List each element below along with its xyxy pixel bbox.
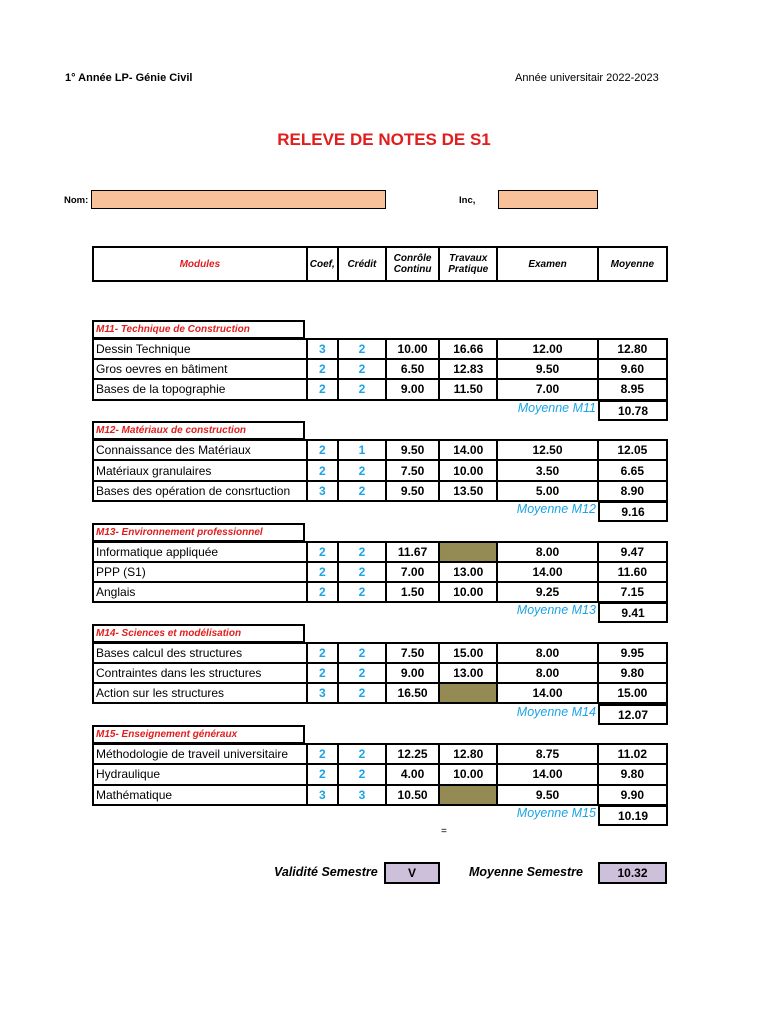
coef-cell: 2 [307,359,338,379]
module-average-label: Moyenne M13 [516,603,596,618]
coef-cell: 2 [307,744,338,764]
moyenne-cell: 11.60 [598,562,667,582]
moyenne-semestre-value: 10.32 [598,862,667,884]
moyenne-cell: 12.80 [598,339,667,359]
course-name: Contraintes dans les structures [93,663,307,683]
credit-cell: 2 [338,460,386,480]
course-row [93,663,667,683]
credit-cell: 2 [338,359,386,379]
course-row [93,542,667,562]
tp-cell: 16.66 [439,339,497,359]
module-average-label: Moyenne M12 [516,501,596,516]
tp-cell: 14.00 [439,440,497,460]
tp-cell: 12.83 [439,359,497,379]
course-row [93,582,667,602]
inc-label: Inc, [459,195,476,206]
course-name: Informatique appliquée [93,542,307,562]
moyenne-cell: 8.90 [598,481,667,501]
course-row [93,785,667,805]
course-name: Bases calcul des structures [93,643,307,663]
moyenne-cell: 9.95 [598,643,667,663]
program-label: 1° Année LP- Génie Civil [65,72,193,84]
coef-cell: 2 [307,379,338,399]
module-average-label: Moyenne M11 [517,400,596,415]
tp-cell: 12.80 [439,744,497,764]
cc-cell: 12.25 [386,744,439,764]
credit-cell: 1 [338,440,386,460]
module-table [92,743,668,806]
coef-cell: 3 [307,683,338,703]
moyenne-cell: 9.80 [598,764,667,784]
moyenne-cell: 6.65 [598,460,667,480]
coef-cell: 2 [307,764,338,784]
col-travaux-pratique: Travaux Pratique [439,247,497,281]
coef-cell: 2 [307,562,338,582]
exam-cell: 14.00 [497,683,597,703]
exam-cell: 14.00 [497,562,597,582]
cc-cell: 9.00 [386,663,439,683]
course-name: Bases de la topographie [93,379,307,399]
course-name: Gros oevres en bâtiment [93,359,307,379]
module-title: M15- Enseignement généraux [92,725,305,744]
course-row [93,683,667,703]
course-row [93,379,667,399]
course-name: Matériaux granulaires [93,460,307,480]
tp-cell: 13.50 [439,481,497,501]
exam-cell: 7.00 [497,379,597,399]
course-row [93,562,667,582]
exam-cell: 12.50 [497,440,597,460]
cc-cell: 10.00 [386,339,439,359]
exam-cell: 12.00 [497,339,597,359]
inc-field[interactable] [498,190,598,209]
moyenne-cell: 9.47 [598,542,667,562]
coef-cell: 2 [307,582,338,602]
cc-cell: 6.50 [386,359,439,379]
cc-cell: 4.00 [386,764,439,784]
course-row [93,643,667,663]
coef-cell: 2 [307,440,338,460]
coef-cell: 3 [307,481,338,501]
module-average-value: 10.19 [598,805,668,826]
coef-cell: 2 [307,460,338,480]
exam-cell: 5.00 [497,481,597,501]
course-row [93,764,667,784]
cc-cell: 1.50 [386,582,439,602]
module-table [92,338,668,401]
credit-cell: 2 [338,643,386,663]
coef-cell: 3 [307,785,338,805]
module-average-value: 10.78 [598,400,668,421]
credit-cell: 2 [338,562,386,582]
column-header [92,246,668,282]
moyenne-semestre-label: Moyenne Semestre [469,865,583,879]
course-name: Connaissance des Matériaux [93,440,307,460]
module-title: M13- Environnement professionnel [92,523,305,542]
cc-cell: 9.00 [386,379,439,399]
credit-cell: 2 [338,764,386,784]
tp-cell: 10.00 [439,764,497,784]
cc-cell: 16.50 [386,683,439,703]
cc-cell: 11.67 [386,542,439,562]
cc-cell: 7.50 [386,643,439,663]
coef-cell: 2 [307,663,338,683]
exam-cell: 3.50 [497,460,597,480]
course-row [93,460,667,480]
module-title: M11- Technique de Construction [92,320,305,339]
cc-cell: 9.50 [386,440,439,460]
course-row [93,440,667,460]
module-title: M12- Matériaux de construction [92,421,305,440]
moyenne-cell: 15.00 [598,683,667,703]
moyenne-cell: 9.90 [598,785,667,805]
course-name: PPP (S1) [93,562,307,582]
exam-cell: 8.00 [497,643,597,663]
credit-cell: 2 [338,379,386,399]
module-average-value: 9.16 [598,501,668,522]
module-average-label: Moyenne M14 [516,704,596,719]
tp-cell: 11.50 [439,379,497,399]
cc-cell: 7.00 [386,562,439,582]
credit-cell: 2 [338,663,386,683]
nom-field[interactable] [91,190,386,209]
moyenne-cell: 9.60 [598,359,667,379]
exam-cell: 8.00 [497,663,597,683]
module-table [92,541,668,604]
col-moyenne: Moyenne [598,247,667,281]
cc-cell: 7.50 [386,460,439,480]
tp-cell: 13.00 [439,663,497,683]
course-row [93,744,667,764]
course-name: Dessin Technique [93,339,307,359]
moyenne-cell: 12.05 [598,440,667,460]
course-row [93,339,667,359]
credit-cell: 2 [338,582,386,602]
tp-cell: 10.00 [439,460,497,480]
moyenne-cell: 11.02 [598,744,667,764]
tp-cell [439,683,497,703]
course-name: Anglais [93,582,307,602]
tp-cell: 13.00 [439,562,497,582]
academic-year-label: Année universitair 2022-2023 [515,72,659,84]
coef-cell: 3 [307,339,338,359]
credit-cell: 2 [338,683,386,703]
col-coef: Coef, [307,247,338,281]
credit-cell: 2 [338,481,386,501]
nom-label: Nom: [64,195,89,206]
course-row [93,481,667,501]
cc-cell: 9.50 [386,481,439,501]
cc-cell: 10.50 [386,785,439,805]
module-table [92,439,668,502]
credit-cell: 3 [338,785,386,805]
exam-cell: 9.25 [497,582,597,602]
moyenne-cell: 9.80 [598,663,667,683]
tp-cell: 15.00 [439,643,497,663]
col-credit: Crédit [338,247,386,281]
moyenne-cell: 7.15 [598,582,667,602]
course-name: Action sur les structures [93,683,307,703]
exam-cell: 9.50 [497,359,597,379]
exam-cell: 8.00 [497,542,597,562]
col-modules: Modules [93,247,307,281]
module-table [92,642,668,705]
module-average-label: Moyenne M15 [516,805,596,820]
exam-cell: 8.75 [497,744,597,764]
course-name: Mathématique [93,785,307,805]
course-row [93,359,667,379]
module-average-value: 9.41 [598,602,668,623]
validite-value: V [384,862,440,884]
credit-cell: 2 [338,542,386,562]
exam-cell: 9.50 [497,785,597,805]
col-controle-continu: Conrôle Continu [386,247,439,281]
course-name: Méthodologie de traveil universitaire [93,744,307,764]
credit-cell: 2 [338,744,386,764]
coef-cell: 2 [307,643,338,663]
credit-cell: 2 [338,339,386,359]
validite-label: Validité Semestre [274,865,378,879]
page-title: RELEVE DE NOTES DE S1 [277,130,491,149]
coef-cell: 2 [307,542,338,562]
exam-cell: 14.00 [497,764,597,784]
moyenne-cell: 8.95 [598,379,667,399]
tp-cell [439,785,497,805]
tp-cell: 10.00 [439,582,497,602]
equals-mark: = [441,826,447,837]
module-average-value: 12.07 [598,704,668,725]
course-name: Bases des opération de consrtuction [93,481,307,501]
tp-cell [439,542,497,562]
col-examen: Examen [497,247,597,281]
course-name: Hydraulique [93,764,307,784]
module-title: M14- Sciences et modélisation [92,624,305,643]
